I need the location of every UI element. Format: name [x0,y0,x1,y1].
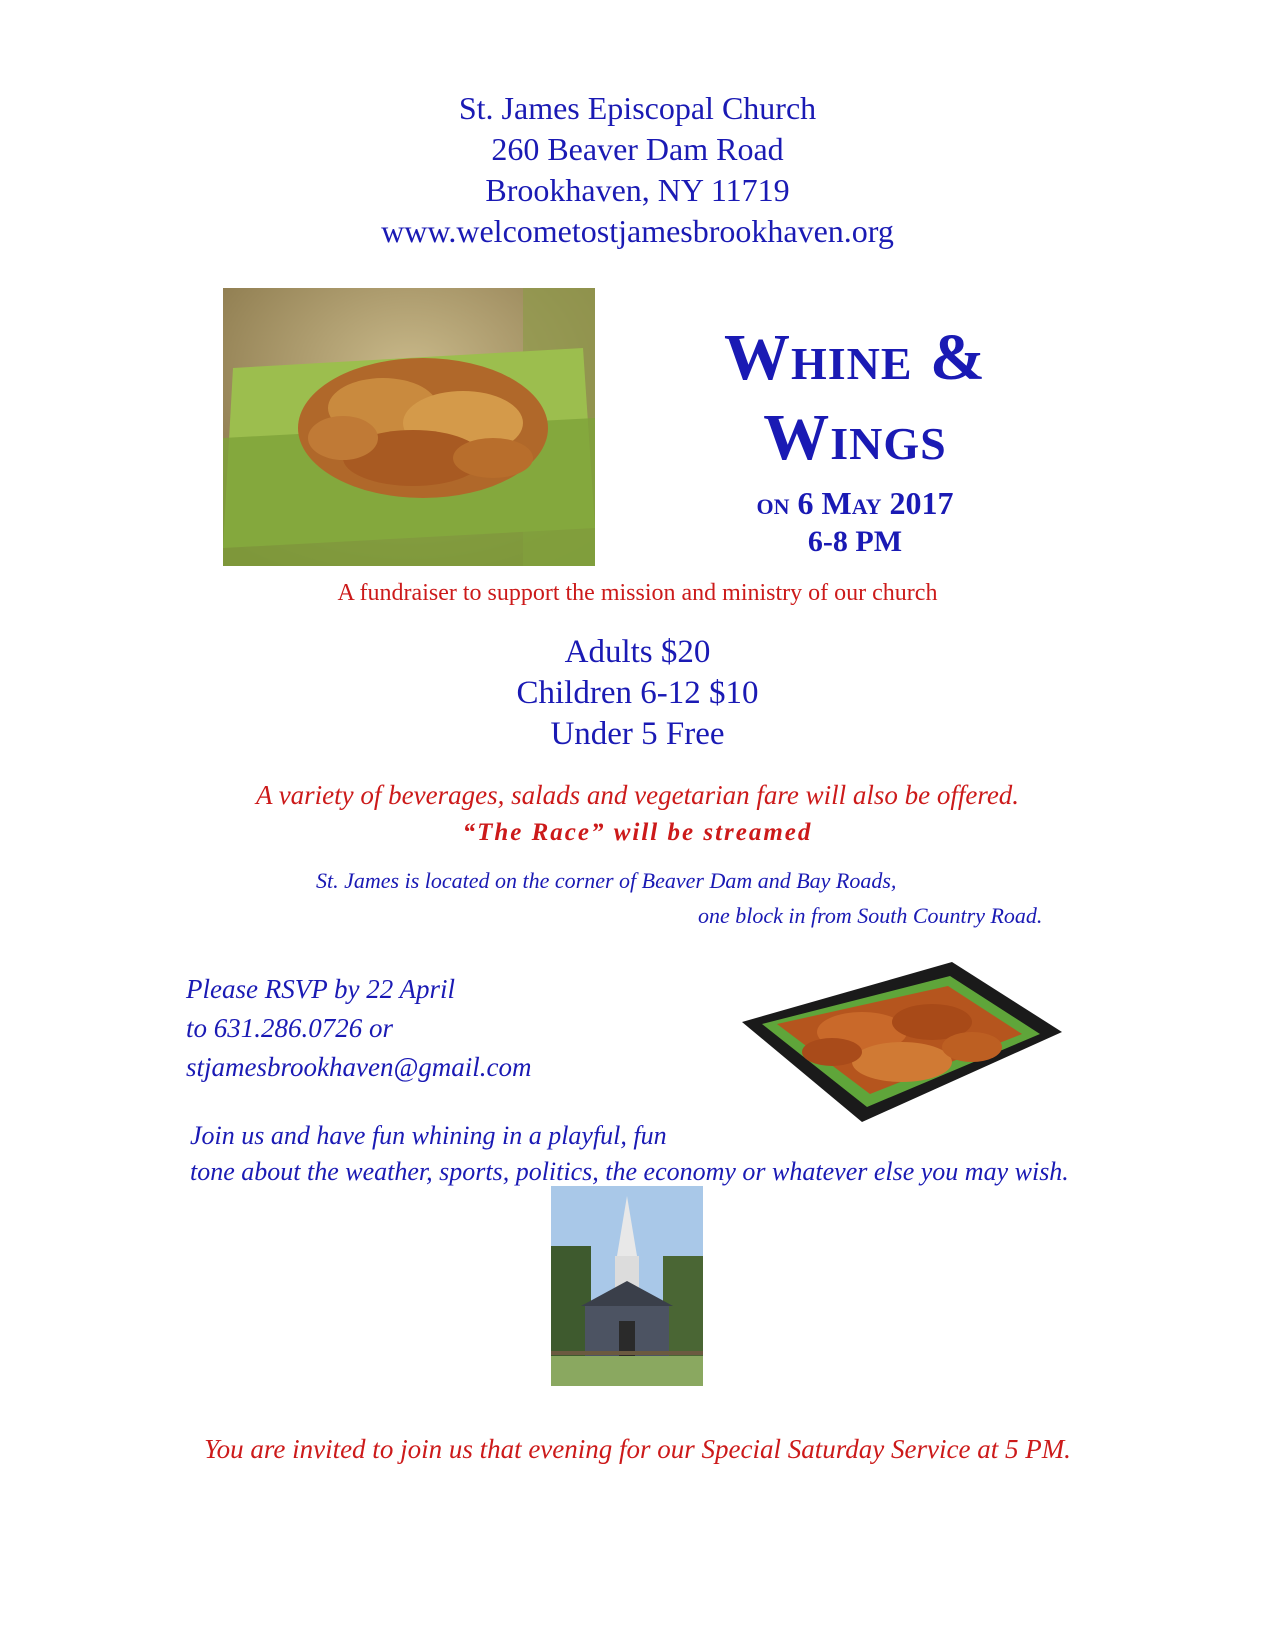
join-block [190,1118,1069,1190]
church-header [0,88,1275,252]
service-invitation: You are invited to join us that evening for our Special Saturday Service at 5 PM. [204,1434,1071,1464]
location-line1: St. James is located on the corner of Beaver Dam and Bay Roads, [316,868,897,893]
event-title-block [640,318,1070,562]
event-date: on 6 May 2017 [756,485,954,521]
event-title-line2: Wings [763,401,947,474]
price-children: Children 6-12 $10 [516,675,759,711]
rsvp-block [186,970,532,1087]
church-city: Brookhaven, NY 11719 [485,172,790,208]
offerings-line: A variety of beverages, salads and vegetarian fare will also be offered. [255,780,1020,810]
location-line2: one block in from South Country Road. [698,903,1043,928]
race-stream-line: “The Race” will be streamed [462,819,813,846]
price-list [0,632,1275,755]
fundraiser-text: A fundraiser to support the mission and ministry of our church [337,580,938,606]
rsvp-deadline: Please RSVP by 22 April [186,974,455,1004]
wings-plate-photo [223,288,595,566]
church-photo [551,1186,703,1386]
offerings-block [0,776,1275,852]
rsvp-email[interactable]: stjamesbrookhaven@gmail.com [186,1052,532,1082]
church-name: St. James Episcopal Church [458,90,817,126]
event-title-line1: Whine & [723,321,987,394]
join-line2: tone about the weather, sports, politics, the economy or whatever else you may wish. [190,1157,1069,1186]
price-under5: Under 5 Free [550,716,725,752]
join-line1: Join us and have fun whining in a playful, fun [190,1121,667,1150]
price-adults: Adults $20 [564,634,711,670]
church-website[interactable]: www.welcometostjamesbrookhaven.org [381,213,894,249]
event-time: 6-8 PM [807,525,903,558]
wings-platter-photo [722,942,1067,1130]
rsvp-phone: to 631.286.0726 or [186,1013,394,1043]
church-street: 260 Beaver Dam Road [491,131,784,167]
